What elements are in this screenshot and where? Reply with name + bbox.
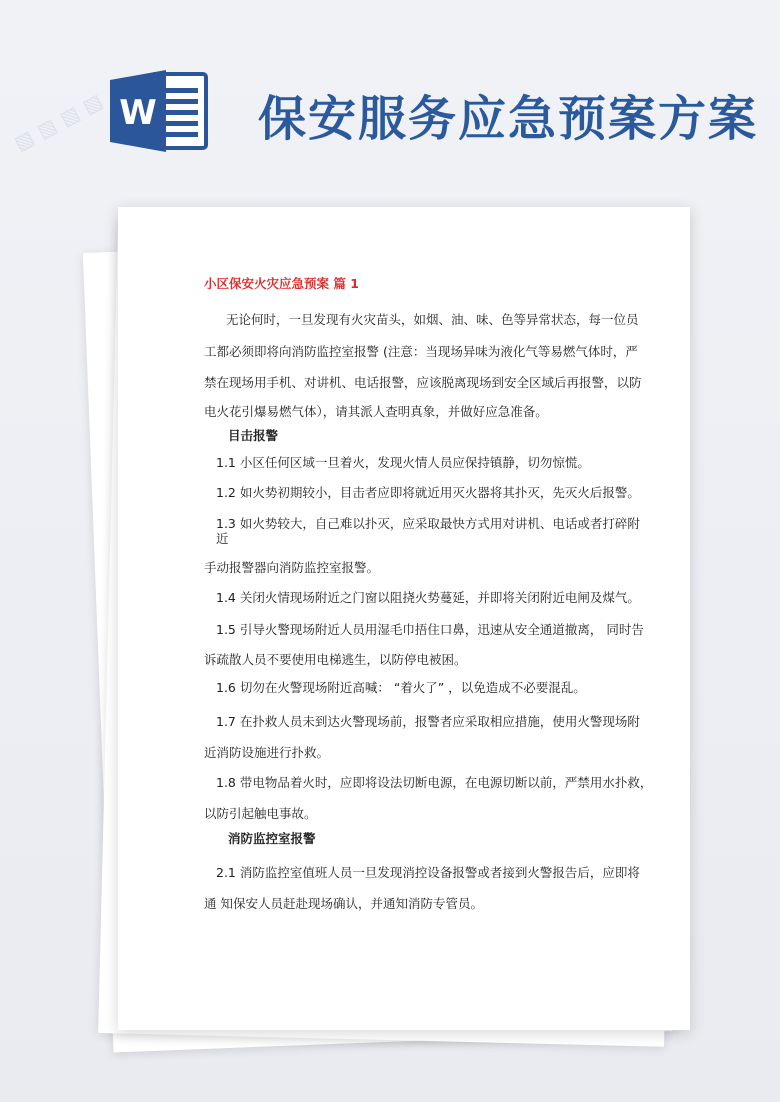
list-item: 手动报警器向消防监控室报警。 <box>204 560 380 575</box>
list-item: 2.1 消防监控室值班人员一旦发现消控设备报警或者接到火警报告后，应即将 <box>216 865 640 880</box>
heading-text: 小区保安火灾应急预案 <box>204 276 330 291</box>
list-item: 1.6 切勿在火警现场附近高喊： “着火了” ，以免造成不必要混乱。 <box>216 680 586 695</box>
watermark: ▧ ▧ ▧ ▧ <box>10 88 107 156</box>
list-item: 近 <box>216 531 229 546</box>
word-logo-icon <box>108 68 208 154</box>
list-item: 1.2 如火势初期较小，目击者应即将就近用灭火器将其扑灭，先灭火后报警。 <box>216 485 640 500</box>
list-item: 1.1 小区任何区域一旦着火，发现火情人员应保持镇静，切勿惊慌。 <box>216 455 590 470</box>
intro-line: 工都必须即将向消防监控室报警 (注意：当现场异味为液化气等易燃气体时，严 <box>204 344 638 359</box>
page-title: 保安服务应急预案方案 <box>258 91 759 147</box>
list-item: 1.3 如火势较大，自己难以扑灭，应采取最快方式用对讲机、电话或者打碎附 <box>216 516 640 531</box>
document-content <box>118 207 690 1030</box>
list-item: 1.4 关闭火情现场附近之门窗以阻挠火势蔓延，并即将关闭附近电闸及煤气。 <box>216 590 640 605</box>
list-item: 1.5 引导火警现场附近人员用湿毛巾捂住口鼻，迅速从安全通道撤离， 同时告 <box>216 622 644 637</box>
section-title-1: 目击报警 <box>228 428 279 443</box>
intro-line: 电火花引爆易燃气体），请其派人查明真象，并做好应急准备。 <box>204 404 548 419</box>
list-item: 近消防设施进行扑救。 <box>204 745 330 760</box>
heading-suffix: 篇 1 <box>333 276 359 291</box>
list-item: 通 知保安人员赶赴现场确认，并通知消防专管员。 <box>204 896 483 911</box>
list-item: 1.8 带电物品着火时，应即将设法切断电源，在电源切断以前，严禁用水扑救， <box>216 775 653 790</box>
word-logo-letter: W <box>119 93 157 133</box>
document-heading <box>204 274 359 292</box>
list-item: 诉疏散人员不要使用电梯逃生，以防停电被困。 <box>204 652 467 667</box>
section-title-2: 消防监控室报警 <box>228 831 316 846</box>
list-item: 以防引起触电事故。 <box>204 806 317 821</box>
intro-line: 禁在现场用手机、对讲机、电话报警，应该脱离现场到安全区域后再报警，以防 <box>204 375 642 390</box>
list-item: 1.7 在扑救人员未到达火警现场前，报警者应采取相应措施，使用火警现场附 <box>216 714 640 729</box>
document-page <box>118 207 690 1030</box>
intro-line: 无论何时，一旦发现有火灾苗头，如烟、油、味、色等异常状态，每一位员 <box>226 312 639 327</box>
